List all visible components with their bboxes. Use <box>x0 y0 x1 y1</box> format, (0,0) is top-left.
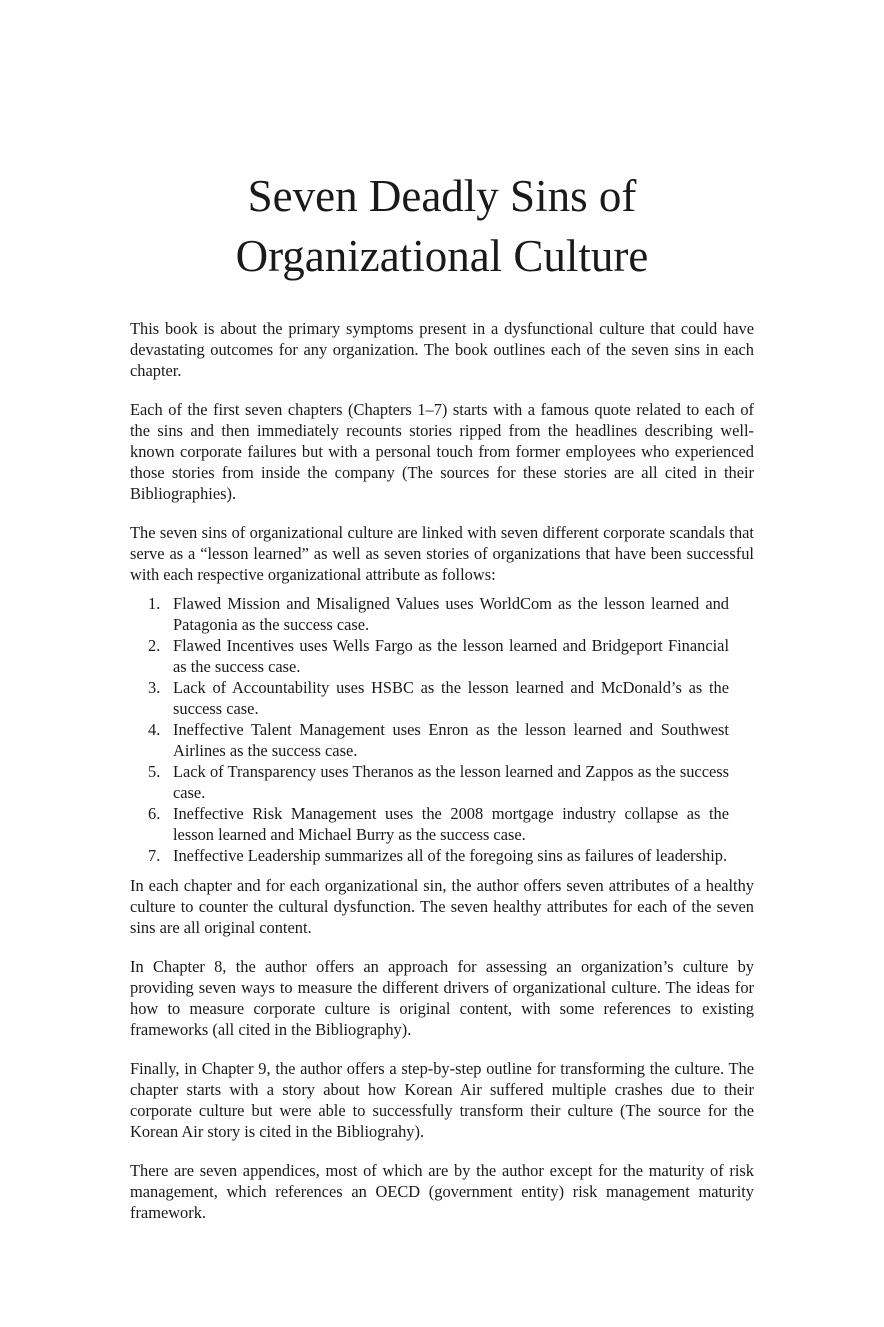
body-text <box>130 318 754 1241</box>
paragraph-appendices: There are seven appendices, most of which are by the author except for the maturity of risk management, which references an OECD (government entity) risk management maturity framework. <box>130 1161 754 1222</box>
paragraph-sins-overview: The seven sins of organizational culture are linked with seven different corporate scandals that serve as a “lesson learned” as well as seven stories of organizations that have been successful with each respective organizational attribute as follows: <box>130 523 754 584</box>
list-item-text: Lack of Accountability uses HSBC as the lesson learned and McDonald’s as the success case. <box>173 678 729 718</box>
list-item-number: 3. <box>148 678 161 697</box>
list-item-text: Flawed Mission and Misaligned Values uses WorldCom as the lesson learned and Patagonia as the success case. <box>173 594 729 634</box>
list-item-number: 6. <box>148 804 161 823</box>
list-item-text: Ineffective Risk Management uses the 2008 mortgage industry collapse as the lesson learned and Michael Burry as the success case. <box>173 804 729 844</box>
title-line-2: Organizational Culture <box>235 231 649 281</box>
list-item <box>148 803 729 845</box>
paragraph-chapter-9: Finally, in Chapter 9, the author offers a step-by-step outline for transforming the culture. The chapter starts with a story about how Korean Air suffered multiple crashes due to their corporate culture but were able to successfully transform their culture (The source for the Korean Air story is cited in the Bibliograhy). <box>130 1059 754 1141</box>
list-item <box>148 677 729 719</box>
sins-list <box>130 593 754 866</box>
list-item-text: Lack of Transparency uses Theranos as the lesson learned and Zappos as the success case. <box>173 762 729 802</box>
list-item-text: Ineffective Talent Management uses Enron as the lesson learned and Southwest Airlines as the success case. <box>173 720 729 760</box>
list-item-text: Ineffective Leadership summarizes all of the foregoing sins as failures of leadership. <box>173 846 728 865</box>
list-item-text: Flawed Incentives uses Wells Fargo as the lesson learned and Bridgeport Financial as the success case. <box>173 636 729 676</box>
list-item-number: 7. <box>148 846 161 865</box>
paragraph-chapter-8: In Chapter 8, the author offers an approach for assessing an organization’s culture by providing seven ways to measure the different drivers of organizational culture. The ideas for how to measure corporate culture is original content, with some references to existing frameworks (all cited in the Bibliography). <box>130 957 754 1039</box>
list-item <box>148 593 729 635</box>
title-line-1: Seven Deadly Sins of <box>247 171 637 221</box>
list-item <box>148 845 729 866</box>
list-item <box>148 719 729 761</box>
paragraph-chapters: Each of the first seven chapters (Chapters 1–7) starts with a famous quote related to each of the sins and then immediately recounts stories ripped from the headlines describing well-known corporate failures but with a personal touch from former employees who experienced those stories from inside the company (The sources for these stories are all cited in their Bibliographies). <box>130 400 754 503</box>
list-item <box>148 761 729 803</box>
page-title <box>100 166 784 286</box>
paragraph-healthy-attributes: In each chapter and for each organizational sin, the author offers seven attributes of a healthy culture to counter the cultural dysfunction. The seven healthy attributes for each of the seven sins are all original content. <box>130 876 754 937</box>
list-item-number: 5. <box>148 762 161 781</box>
list-item-number: 1. <box>148 594 161 613</box>
list-item-number: 2. <box>148 636 161 655</box>
paragraph-intro: This book is about the primary symptoms present in a dysfunctional culture that could have devastating outcomes for any organization. The book outlines each of the seven sins in each chapter. <box>130 319 754 380</box>
list-item-number: 4. <box>148 720 161 739</box>
list-item <box>148 635 729 677</box>
